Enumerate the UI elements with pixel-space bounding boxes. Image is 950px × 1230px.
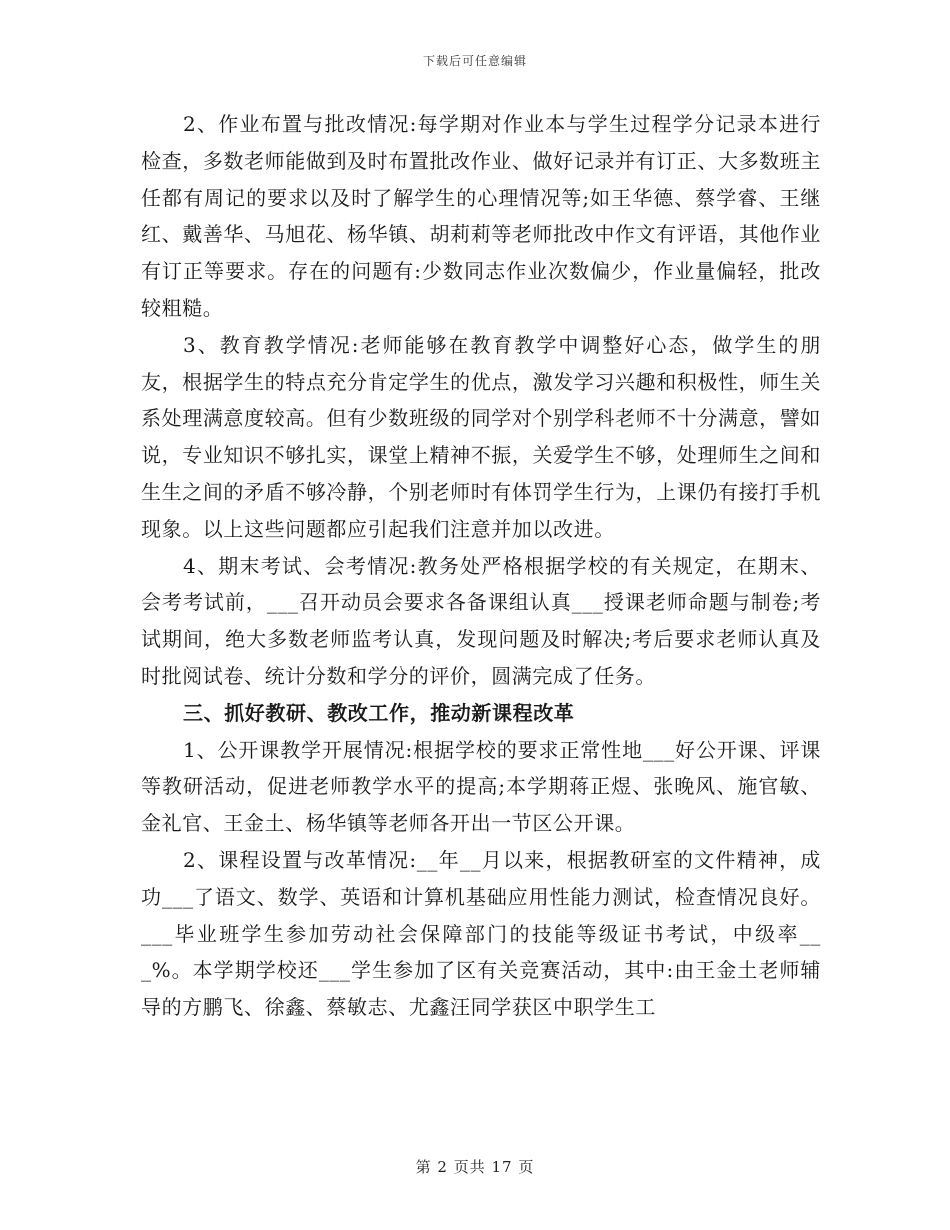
section-heading: 三、抓好教研、教改工作，推动新课程改革 [183,700,575,725]
page-header: 下载后可任意编辑 [422,54,527,68]
page-footer: 第 2 页共 17 页 [415,1158,535,1176]
paragraph-exams: 4、期末考试、会考情况:教务处严格根据学校的有关规定，在期末、会考考试前，___召开动员会要求各备课组认真___授课老师命题与制卷;考试期间，绝大多数老师监考认真，发现问题及时解决;考后要求老师认真及时批阅试卷、统计分数和学分的评价，圆满完成了任务。 [141,553,821,688]
paragraph-teaching: 3、教育教学情况:老师能够在教育教学中调整好心态，做学生的朋友，根据学生的特点充分肯定学生的优点，激发学习兴趣和积极性，师生关系处理满意度较高。但有少数班级的同学对个别学科老师不十分满意，譬如说，专业知识不够扎实，课堂上精神不振，关爱学生不够，处理师生之间和生生之间的矛盾不够冷静，个别老师时有体罚学生行为，上课仍有接打手机现象。以上这些问题都应引起我们注意并加以改进。 [141,332,821,541]
paragraph-homework: 2、作业布置与批改情况:每学期对作业本与学生过程学分记录本进行检查，多数老师能做到及时布置批改作业、做好记录并有订正、大多数班主任都有周记的要求以及时了解学生的心理情况等;如王华德、蔡学睿、王继红、戴善华、马旭花、杨华镇、胡莉莉等老师批改中作文有评语，其他作业有订正等要求。存在的问题有:少数同志作业次数偏少，作业量偏轻，批改较粗糙。 [141,112,821,320]
document-body [141,106,821,1026]
paragraph-curriculum: 2、课程设置与改革情况:__年__月以来，根据教研室的文件精神，成功___了语文、数学、英语和计算机基础应用性能力测试，检查情况良好。___毕业班学生参加劳动社会保障部门的技能等级证书考试，中级率___%。本学期学校还___学生参加了区有关竞赛活动，其中:由王金土老师辅导的方鹏飞、徐鑫、蔡敏志、尤鑫汪同学获区中职学生工 [141,847,821,1020]
paragraph-open-class: 1、公开课教学开展情况:根据学校的要求正常性地___好公开课、评课等教研活动，促进老师教学水平的提高;本学期蒋正煜、张晚风、施官敏、金礼官、王金土、杨华镇等老师各开出一节区公开课。 [141,737,821,836]
